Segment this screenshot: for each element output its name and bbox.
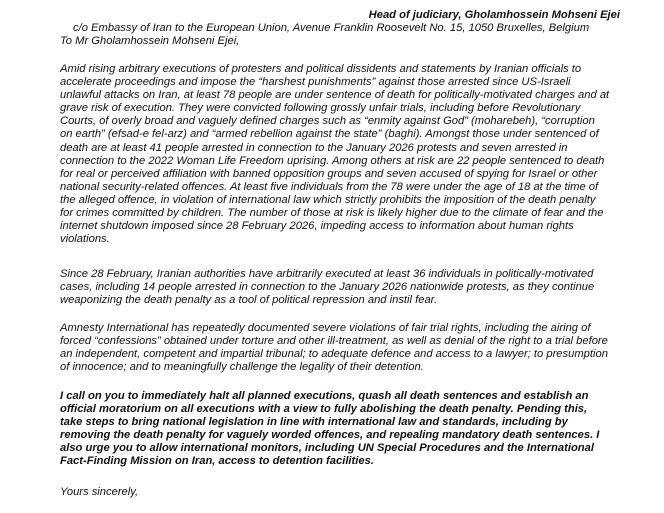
salutation: To Mr Gholamhossein Mohseni Ejei, [60,35,240,47]
paragraph-call-to-action: I call on you to immediately halt all planned executions, quash all death sentences and establish an official moratorium on all executions with a view to fully abolishing the death penalty. Pending this, take steps to bring national legislation in line with international law and standards, including by removing the death penalty for vaguely worded offences, and repealing mandatory death sentences. I also urge you to allow international monitors, including UN Special Procedures and the International Fact-Finding Mission on Iran, access to detention facilities. [60,390,600,468]
paragraph-executions: Since 28 February, Iranian authorities have arbitrarily executed at least 36 individuals in politically-motivated cases, including 14 people arrested in connection to the January 2026 nationwide protests, as they continue weaponizing the death penalty as a tool of political repression and instil fear. [60,268,595,307]
recipient-title: Head of judiciary, Gholamhossein Mohseni Ejei [368,9,620,21]
recipient-address: c/o Embassy of Iran to the European Union, Avenue Franklin Roosevelt No. 15, 1050 Bruxelles, Belgium [73,22,590,34]
closing: Yours sincerely, [60,486,139,498]
paragraph-death-sentences: Amid rising arbitrary executions of protesters and political dissidents and statements by Iranian officials to accelerate proceedings and impose the “harshest punishments” against those arrested since US-Israeli unlawful attacks on Iran, at least 78 people are under sentence of death for politically-motivated charges and at grave risk of execution. They were convicted following grossly unfair trials, including before Revolutionary Courts, of overly broad and vaguely defined charges such as “enmity against God” (moharebeh), “corruption on earth” (efsad-e fel-arz) and “armed rebellion against the state” (baghi). Amongst those under sentenced of death are at least 41 people arrested in connection to the January 2026 protests and seven arrested in connection to the 2022 Woman Life Freedom uprising. Among others at risk are 22 people sentenced to death for real or perceived affiliation with banned opposition groups and seven accused of spying for Israel or other national security-related offences. At least five individuals from the 78 were under the age of 18 at the time of the alleged offence, in violation of international law which strictly prohibits the imposition of the death penalty for crimes committed by children. The number of those at risk is likely higher due to the climate of fear and the internet shutdown imposed since 28 February 2026, impeding access to information about human rights violations. [60,63,610,246]
paragraph-fair-trial: Amnesty International has repeatedly documented severe violations of fair trial rights, including the airing of forced “confessions” obtained under torture and other ill-treatment, as well as denial of the right to a trial before an independent, competent and impartial tribunal; to adequate defence and access to a lawyer; to presumption of innocence; and to meaningfully challenge the legality of their detention. [60,322,608,374]
